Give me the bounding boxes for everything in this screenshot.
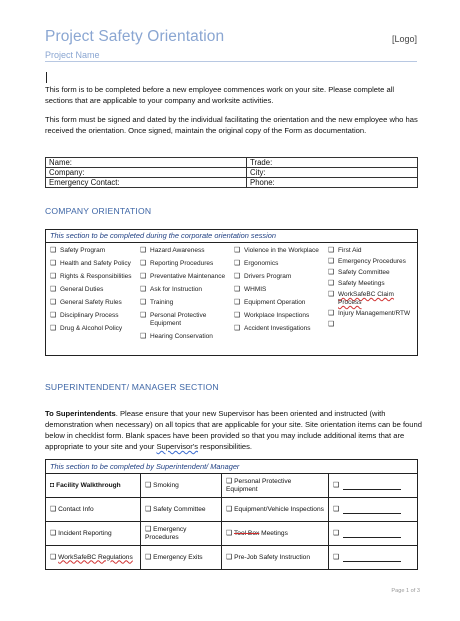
- company-column-3: [232, 247, 326, 341]
- checkbox-icon[interactable]: ❑: [50, 260, 57, 267]
- blank-line[interactable]: [343, 555, 401, 562]
- superintendent-checklist: [46, 474, 417, 569]
- checkbox-icon[interactable]: ❑: [145, 525, 152, 533]
- checkbox-icon[interactable]: ❑: [140, 260, 147, 267]
- name-field[interactable]: Name:: [46, 158, 247, 168]
- checkbox-icon[interactable]: ❑: [234, 299, 241, 306]
- checklist-item[interactable]: ❑ Safety Meetings: [328, 280, 385, 287]
- checkbox-icon[interactable]: ❑: [333, 481, 340, 489]
- emergency-contact-field[interactable]: Emergency Contact:: [46, 178, 247, 188]
- checklist-item[interactable]: ❑ Emergency Procedures: [328, 258, 406, 265]
- checkbox-icon[interactable]: ❑: [328, 269, 335, 276]
- checklist-cell[interactable]: ❑ Emergency Procedures: [141, 522, 222, 546]
- page-number: Page 1 of 3: [391, 588, 420, 594]
- checklist-item[interactable]: ❑ Hearing Conservation: [140, 333, 213, 340]
- checkbox-icon[interactable]: ❑: [226, 505, 233, 513]
- intro-text-2: This form must be signed and dated by the individual facilitating the orientation and the new employee who has received the orientation. Once signed, maintain the original copy of the Form as documentation.: [45, 115, 418, 135]
- logo-placeholder: [Logo]: [391, 34, 417, 44]
- checkbox-icon[interactable]: ❑: [140, 299, 147, 306]
- company-field[interactable]: Company:: [46, 168, 247, 178]
- checkbox-icon[interactable]: ❑: [333, 553, 340, 561]
- company-box-title: This section to be completed during the corporate orientation session: [46, 230, 417, 243]
- checklist-item[interactable]: ❑ Health and Safety Policy: [50, 260, 131, 267]
- checkbox-checked-icon[interactable]: ◘: [50, 481, 55, 489]
- supervisors-word: Supervisor's: [156, 442, 198, 451]
- checkbox-icon[interactable]: ❑: [234, 260, 241, 267]
- superintendent-text-a: . Please ensure that your new Supervisor has been oriented and instructed (with demonstration when necessary) on all topics that are applicable for your site. Site orientation items can be found below in checklist form. Blank spaces have been provided so that you may include additional items that are appropriate to your site and your: [45, 409, 422, 451]
- checklist-cell[interactable]: ❑ Incident Reporting: [46, 522, 141, 546]
- checklist-item[interactable]: ❑ Preventative Maintenance: [140, 273, 226, 280]
- checklist-cell[interactable]: ❑ Emergency Exits: [141, 546, 222, 570]
- intro-paragraph-2: [45, 114, 423, 136]
- text-cursor: [46, 72, 47, 83]
- checkbox-icon[interactable]: ❑: [145, 553, 152, 561]
- checklist-cell[interactable]: ❑ Pre-Job Safety Instruction: [222, 546, 329, 570]
- checklist-cell-blank[interactable]: [329, 498, 418, 522]
- checkbox-icon[interactable]: ❑: [50, 273, 57, 280]
- table-row: [46, 498, 417, 522]
- checklist-item[interactable]: ❑ General Duties: [50, 286, 104, 293]
- checkbox-icon[interactable]: ❑: [333, 529, 340, 537]
- checkbox-icon[interactable]: ❑: [50, 529, 57, 537]
- checklist-item[interactable]: ❑ Drivers Program: [234, 273, 292, 280]
- employee-info-table: [45, 157, 418, 188]
- checklist-cell-blank[interactable]: [329, 546, 418, 570]
- checklist-item[interactable]: ❑ Accident Investigations: [234, 325, 311, 332]
- company-column-2: [138, 247, 232, 341]
- checklist-cell[interactable]: ❑ WorkSafeBC Regulations: [46, 546, 141, 570]
- checkbox-icon[interactable]: ❑: [50, 325, 57, 332]
- superintendent-section-heading: SUPERINTENDENT/ MANAGER SECTION: [45, 382, 219, 392]
- checkbox-icon[interactable]: ❑: [140, 247, 147, 254]
- checklist-item[interactable]: ❑ Safety Program: [50, 247, 106, 254]
- project-name: Project Name: [45, 50, 100, 60]
- checklist-cell[interactable]: ❑ Personal Protective Equipment: [222, 474, 329, 498]
- checkbox-icon[interactable]: ❑: [328, 321, 335, 328]
- checkbox-icon[interactable]: ❑: [328, 291, 335, 298]
- checkbox-icon[interactable]: ❑: [328, 247, 335, 254]
- checkbox-icon[interactable]: ❑: [333, 505, 340, 513]
- blank-line[interactable]: [343, 531, 401, 538]
- checklist-item-blank[interactable]: [328, 321, 416, 329]
- company-orientation-box: [45, 229, 418, 356]
- checklist-item[interactable]: ❑ Rights & Responsibilities: [50, 273, 132, 280]
- checkbox-icon[interactable]: ❑: [328, 258, 335, 265]
- checklist-cell[interactable]: ❑ Safety Committee: [141, 498, 222, 522]
- checklist-cell-blank[interactable]: [329, 522, 418, 546]
- checkbox-icon[interactable]: ❑: [234, 312, 241, 319]
- company-column-1: [46, 247, 138, 341]
- superintendent-box: [45, 459, 418, 570]
- phone-field[interactable]: Phone:: [247, 178, 418, 188]
- checklist-cell[interactable]: ❑ Tool Box Meetings: [222, 522, 329, 546]
- checkbox-icon[interactable]: ❑: [140, 273, 147, 280]
- page-title: Project Safety Orientation: [45, 28, 225, 45]
- checkbox-icon[interactable]: ❑: [140, 312, 147, 319]
- checklist-item[interactable]: ❑ Hazard Awareness: [140, 247, 205, 254]
- checklist-item[interactable]: ❑ Drug & Alcohol Policy: [50, 325, 123, 332]
- checkbox-icon[interactable]: ❑: [50, 553, 57, 561]
- checklist-item[interactable]: ❑ Violence in the Workplace: [234, 247, 319, 254]
- checkbox-icon[interactable]: ❑: [328, 310, 335, 317]
- intro-text-1: This form is to be completed before a new employee commences work on your site. Please complete all sections that are applicable to your company and worksite activities.: [45, 85, 395, 105]
- checklist-item[interactable]: ❑ First Aid: [328, 247, 362, 254]
- table-row: [46, 546, 417, 570]
- checklist-item[interactable]: ❑ Equipment Operation: [234, 299, 306, 306]
- checkbox-icon[interactable]: ❑: [140, 333, 147, 340]
- checklist-item[interactable]: ❑ Workplace Inspections: [234, 312, 310, 319]
- checkbox-icon[interactable]: ❑: [234, 286, 241, 293]
- checkbox-icon[interactable]: ❑: [145, 505, 152, 513]
- checkbox-icon[interactable]: ❑: [50, 299, 57, 306]
- toolbox-word: Tool Box: [234, 529, 260, 537]
- checklist-item[interactable]: ❑ Training: [140, 299, 174, 306]
- checklist-cell[interactable]: ❑ Contact Info: [46, 498, 141, 522]
- checkbox-icon[interactable]: ❑: [50, 312, 57, 319]
- checkbox-icon[interactable]: ❑: [50, 505, 57, 513]
- checkbox-icon[interactable]: ❑: [234, 273, 241, 280]
- checklist-cell[interactable]: ◘ Facility Walkthrough: [50, 481, 121, 489]
- checkbox-icon[interactable]: ❑: [226, 553, 233, 561]
- checkbox-icon[interactable]: ❑: [234, 325, 241, 332]
- checkbox-icon[interactable]: ❑: [234, 247, 241, 254]
- checkbox-icon[interactable]: ❑: [145, 481, 152, 489]
- checklist-item[interactable]: ❑ Safety Committee: [328, 269, 390, 276]
- checklist-cell-blank[interactable]: [329, 474, 418, 498]
- checklist-item[interactable]: ❑ Injury Management/RTW: [328, 310, 411, 317]
- intro-paragraph-1: [45, 84, 423, 106]
- checkbox-icon[interactable]: ❑: [50, 286, 57, 293]
- checklist-item[interactable]: ❑ General Safety Rules: [50, 299, 122, 306]
- checkbox-icon[interactable]: ❑: [50, 247, 57, 254]
- blank-line[interactable]: [343, 507, 401, 514]
- checklist-item[interactable]: ❑ Disciplinary Process: [50, 312, 119, 319]
- checklist-item[interactable]: ❑ Ask for Instruction: [140, 286, 203, 293]
- checklist-item[interactable]: ❑ Personal Protective Equipment: [140, 312, 207, 327]
- checklist-item[interactable]: ❑ Reporting Procedures: [140, 260, 214, 267]
- trade-field[interactable]: Trade:: [247, 158, 418, 168]
- superintendent-lead: To Superintendents: [45, 409, 116, 418]
- superintendent-box-title: This section to be completed by Superintendent/ Manager: [46, 460, 417, 474]
- city-field[interactable]: City:: [247, 168, 418, 178]
- superintendent-paragraph: [45, 408, 423, 452]
- superintendent-text-b: responsibilities.: [198, 442, 253, 451]
- checklist-item[interactable]: ❑ Ergonomics: [234, 260, 279, 267]
- title-rule: [45, 61, 417, 62]
- checklist-cell[interactable]: ❑ Smoking: [141, 474, 222, 498]
- checklist-item[interactable]: ❑ WHMIS: [234, 286, 267, 293]
- checkbox-icon[interactable]: ❑: [140, 286, 147, 293]
- checklist-cell[interactable]: ❑ Equipment/Vehicle Inspections: [222, 498, 329, 522]
- checkbox-icon[interactable]: ❑: [226, 529, 233, 537]
- company-orientation-heading: COMPANY ORIENTATION: [45, 206, 152, 216]
- table-row: [46, 474, 417, 498]
- checkbox-icon[interactable]: ❑: [226, 477, 233, 485]
- checkbox-icon[interactable]: ❑: [328, 280, 335, 287]
- table-row: [46, 522, 417, 546]
- checklist-item[interactable]: ❑ WorkSafeBC Claim Process: [328, 291, 394, 306]
- blank-line[interactable]: [343, 483, 401, 490]
- company-column-4: [326, 247, 416, 341]
